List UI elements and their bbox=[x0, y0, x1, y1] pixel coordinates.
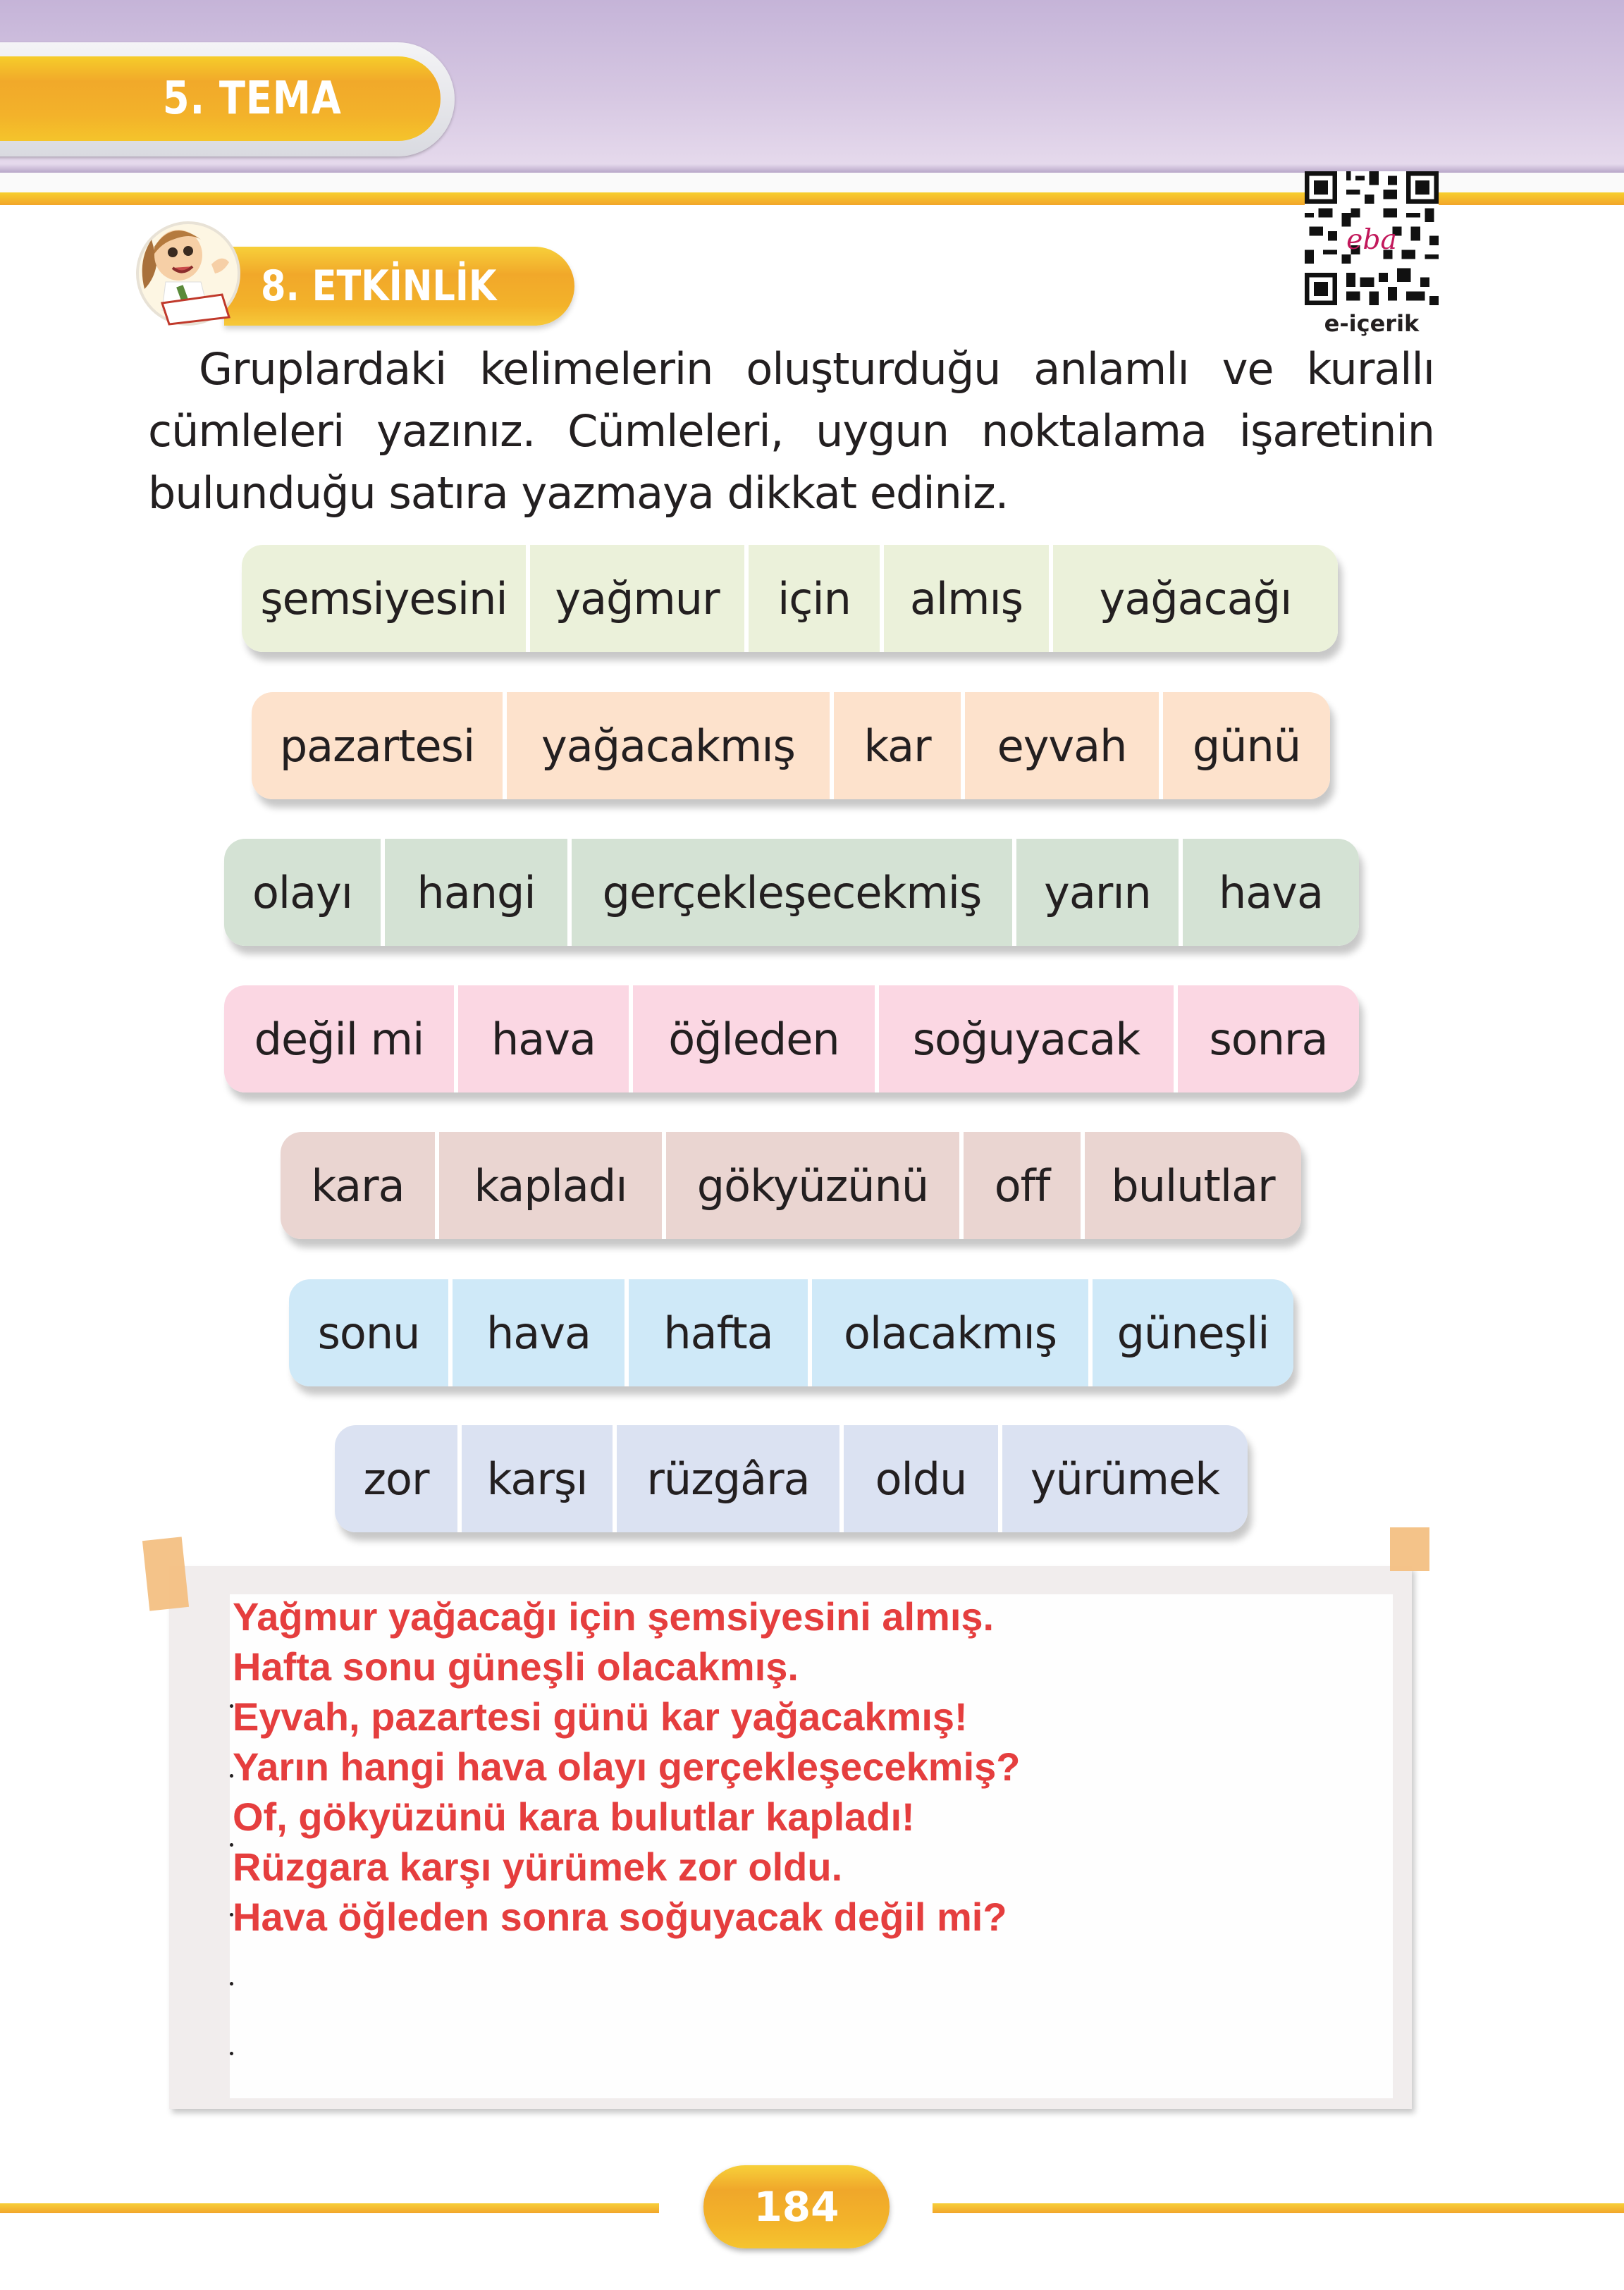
word-group-6 bbox=[289, 1279, 1293, 1386]
word-tile[interactable]: hava bbox=[1183, 839, 1359, 946]
page-number: 184 bbox=[753, 2183, 839, 2231]
word-tile[interactable]: hava bbox=[458, 985, 633, 1092]
line-marker bbox=[230, 1982, 233, 1986]
answer-sentence: Yağmur yağacağı için şemsiyesini almış. bbox=[233, 1594, 995, 1639]
word-group-3 bbox=[224, 839, 1359, 946]
qr-code-icon[interactable] bbox=[1305, 171, 1439, 305]
word-tile[interactable]: gerçekleşecekmiş bbox=[572, 839, 1016, 946]
activity-label: 8. ETKİNLİK bbox=[261, 261, 497, 311]
word-tile[interactable]: yağacakmış bbox=[507, 692, 834, 799]
word-tile[interactable]: için bbox=[749, 545, 884, 652]
word-group-7 bbox=[335, 1425, 1248, 1532]
word-tile[interactable]: yürümek bbox=[1002, 1425, 1248, 1532]
word-group-4 bbox=[224, 985, 1359, 1092]
word-tile[interactable]: yağacağı bbox=[1053, 545, 1338, 652]
word-tile[interactable]: hafta bbox=[629, 1279, 812, 1386]
word-tile[interactable]: soğuyacak bbox=[879, 985, 1178, 1092]
word-tile[interactable]: sonra bbox=[1178, 985, 1359, 1092]
word-tile[interactable]: güneşli bbox=[1093, 1279, 1293, 1386]
word-tile[interactable]: kapladı bbox=[439, 1132, 666, 1239]
line-marker bbox=[230, 2052, 233, 2055]
word-tile[interactable]: gökyüzünü bbox=[666, 1132, 964, 1239]
svg-text:eba: eba bbox=[1346, 224, 1397, 257]
word-tile[interactable]: sonu bbox=[289, 1279, 453, 1386]
word-tile[interactable]: olayı bbox=[224, 839, 385, 946]
theme-badge bbox=[0, 56, 441, 141]
word-tile[interactable]: eyvah bbox=[965, 692, 1163, 799]
word-tile[interactable]: öğleden bbox=[633, 985, 879, 1092]
word-tile[interactable]: pazartesi bbox=[252, 692, 507, 799]
word-tile[interactable]: yarın bbox=[1016, 839, 1183, 946]
word-tile[interactable]: zor bbox=[335, 1425, 462, 1532]
answer-sentence: Yarın hangi hava olayı gerçekleşecekmiş? bbox=[233, 1744, 1021, 1789]
word-group-1 bbox=[242, 545, 1338, 652]
answer-sentence: Hava öğleden sonra soğuyacak değil mi? bbox=[233, 1895, 1007, 1939]
word-tile[interactable]: bulutlar bbox=[1085, 1132, 1301, 1239]
word-tile[interactable]: kar bbox=[834, 692, 965, 799]
word-tile[interactable]: almış bbox=[884, 545, 1053, 652]
footer-line-right bbox=[933, 2203, 1624, 2213]
activity-badge bbox=[224, 247, 574, 326]
instruction-text: Gruplardaki kelimelerin oluşturduğu anlamlı ve kurallı cümleleri yazınız. Cümleleri, uygun noktalama işaretinin bulunduğu satıra yazmaya dikkat ediniz. bbox=[148, 343, 1434, 519]
word-tile[interactable]: off bbox=[964, 1132, 1085, 1239]
page-number-badge bbox=[703, 2165, 890, 2248]
tape-icon bbox=[1390, 1527, 1429, 1571]
answer-sentence: Hafta sonu güneşli olacakmış. bbox=[233, 1644, 799, 1689]
answer-sentence: Of, gökyüzünü kara bulutlar kapladı! bbox=[233, 1795, 915, 1839]
word-group-5 bbox=[281, 1132, 1301, 1239]
theme-label: 5. TEMA bbox=[163, 73, 342, 125]
word-tile[interactable]: hava bbox=[453, 1279, 629, 1386]
answer-sentence: Rüzgara karşı yürümek zor oldu. bbox=[233, 1845, 843, 1889]
word-group-2 bbox=[252, 692, 1330, 799]
girl-writing-mascot-icon bbox=[123, 211, 250, 331]
word-tile[interactable]: değil mi bbox=[224, 985, 458, 1092]
e-content-caption: e-içerik bbox=[1324, 310, 1420, 337]
word-tile[interactable]: kara bbox=[281, 1132, 439, 1239]
word-tile[interactable]: şemsiyesini bbox=[242, 545, 530, 652]
word-tile[interactable]: olacakmış bbox=[812, 1279, 1093, 1386]
word-tile[interactable]: günü bbox=[1163, 692, 1330, 799]
footer-line-left bbox=[0, 2203, 659, 2213]
tape-icon bbox=[142, 1537, 189, 1611]
word-tile[interactable]: rüzgâra bbox=[617, 1425, 844, 1532]
word-tile[interactable]: oldu bbox=[844, 1425, 1002, 1532]
word-tile[interactable]: karşı bbox=[462, 1425, 617, 1532]
word-tile[interactable]: hangi bbox=[385, 839, 572, 946]
word-tile[interactable]: yağmur bbox=[530, 545, 749, 652]
answer-sentence: Eyvah, pazartesi günü kar yağacakmış! bbox=[233, 1694, 968, 1739]
